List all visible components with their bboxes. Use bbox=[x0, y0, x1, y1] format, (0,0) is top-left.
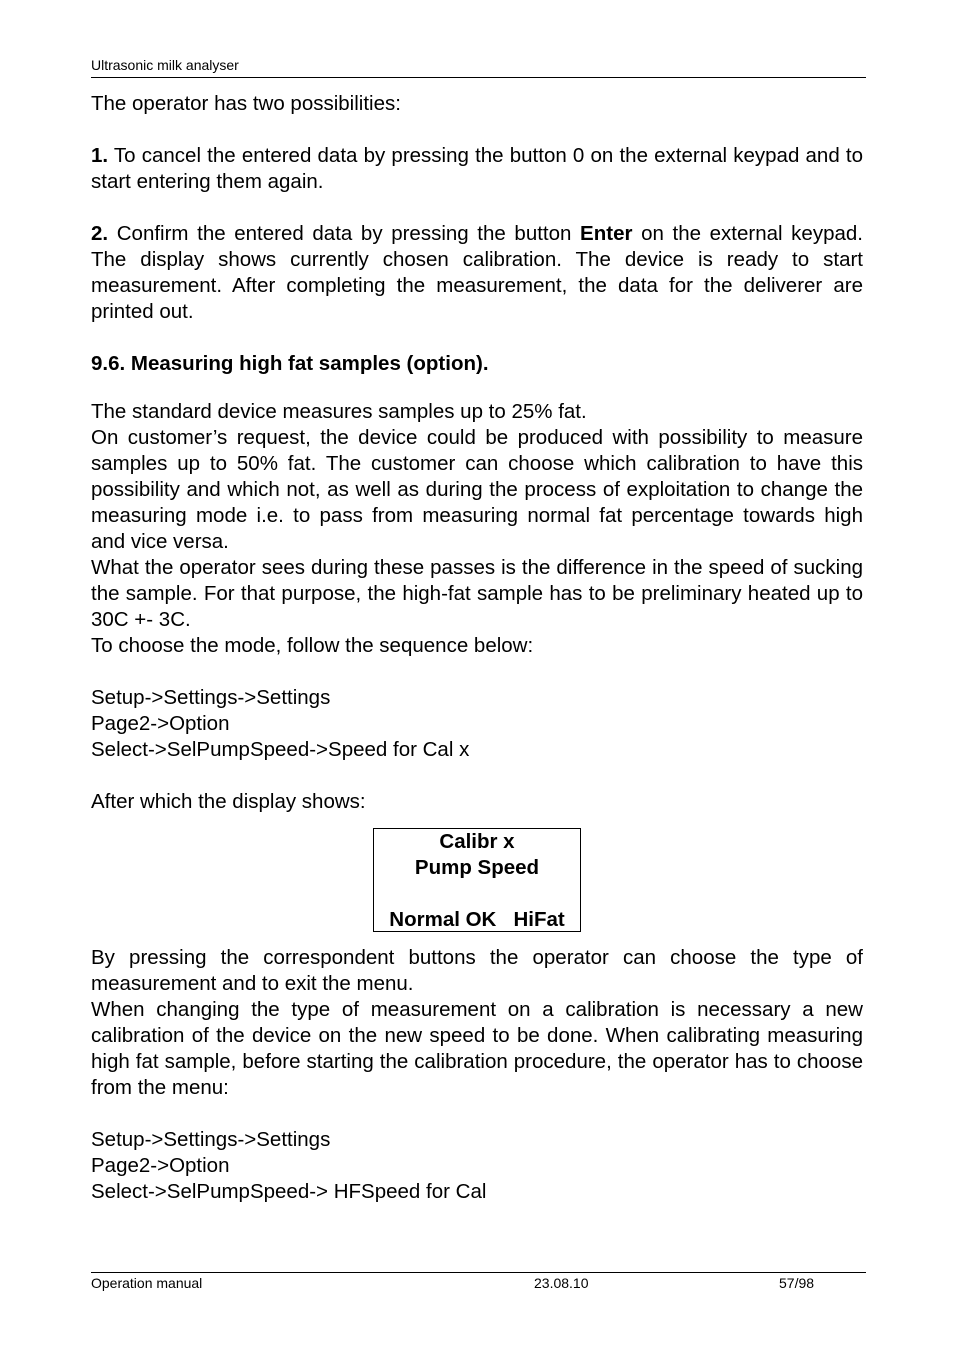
option-1-text: To cancel the entered data by pressing the button 0 on the external keypad and to start entering them again. bbox=[91, 144, 863, 193]
menu-path-1-step-3: Select->SelPumpSpeed->Speed for Cal x bbox=[91, 738, 470, 761]
option-1 bbox=[91, 143, 863, 195]
footer-rule bbox=[91, 1272, 866, 1273]
paragraph-standard: The standard device measures samples up to 25% fat. bbox=[91, 400, 587, 423]
menu-path-1-step-1: Setup->Settings->Settings bbox=[91, 686, 331, 709]
option-2 bbox=[91, 221, 863, 325]
enter-keyword: Enter bbox=[580, 222, 633, 245]
paragraph-choose-mode: To choose the mode, follow the sequence below: bbox=[91, 634, 534, 657]
header-rule bbox=[91, 77, 866, 78]
lcd-display-box bbox=[373, 828, 581, 932]
paragraph-correspondent-buttons: By pressing the correspondent buttons the operator can choose the type of measurement and to exit the menu. bbox=[91, 946, 863, 995]
page-content bbox=[91, 91, 863, 1205]
menu-path-2-step-2: Page2->Option bbox=[91, 1154, 230, 1177]
option-2-number: 2. bbox=[91, 222, 109, 245]
option-1-number: 1. bbox=[91, 144, 109, 167]
page-header-title: Ultrasonic milk analyser bbox=[91, 57, 239, 73]
menu-path-2-step-3: Select->SelPumpSpeed-> HFSpeed for Cal bbox=[91, 1180, 487, 1203]
option-2-text-pre: Confirm the entered data by pressing the button bbox=[108, 222, 581, 245]
display-line-options: Normal OK HiFat bbox=[389, 908, 565, 931]
footer-page-number: 57/98 bbox=[779, 1275, 815, 1291]
display-line-pump-speed: Pump Speed bbox=[414, 856, 540, 879]
section-heading: 9.6. Measuring high fat samples (option). bbox=[91, 352, 489, 375]
intro-text: The operator has two possibilities: bbox=[91, 92, 401, 115]
paragraph-operator-sees: What the operator sees during these passes is the difference in the speed of sucking the sample. For that purpose, the high-fat sample has to be preliminary heated up to 30C +- 3C. bbox=[91, 556, 863, 631]
menu-path-1-step-2: Page2->Option bbox=[91, 712, 230, 735]
option-2-text-post: on the external keypad. The display shows currently chosen calibration. The device is ready to start measurement. After completing the measurement, the data for the deliverer are printed out. bbox=[91, 222, 863, 323]
paragraph-changing-type: When changing the type of measurement on a calibration is necessary a new calibration of the device on the new speed to be done. When calibrating measuring high fat sample, before starting the calibration procedure, the operator has to choose from the menu: bbox=[91, 998, 863, 1099]
paragraph-customer-request: On customer’s request, the device could be produced with possibility to measure samples up to 50% fat. The customer can choose which calibration to have this possibility and which not, as well as during the process of exploitation to change the measuring mode i.e. to pass from measuring normal fat percentage towards high and vice versa. bbox=[91, 426, 863, 553]
footer-date: 23.08.10 bbox=[534, 1275, 589, 1291]
menu-path-2-step-1: Setup->Settings->Settings bbox=[91, 1128, 331, 1151]
display-line-calibr: Calibr x bbox=[439, 830, 515, 853]
after-display-text: After which the display shows: bbox=[91, 790, 366, 813]
footer-manual-title: Operation manual bbox=[91, 1275, 203, 1291]
